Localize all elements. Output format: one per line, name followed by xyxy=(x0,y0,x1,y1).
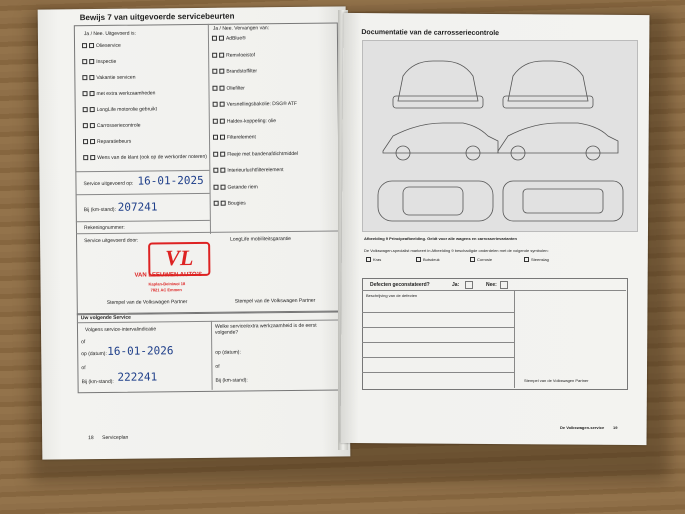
col-left-header: Ja / Nee. Uitgevoerd is: xyxy=(83,30,136,38)
next-service-title: Uw volgende Service xyxy=(80,314,131,322)
checkbox-ja[interactable] xyxy=(212,69,217,74)
checkbox-nee[interactable] xyxy=(219,52,224,57)
car-outlines xyxy=(363,41,637,231)
next-right-item-1: op (datum): xyxy=(215,349,241,356)
service-date-value: 16-01-2025 xyxy=(137,173,204,188)
checkbox-ja[interactable] xyxy=(213,184,218,189)
checkbox-ja[interactable] xyxy=(214,201,219,206)
next-km-value: 222241 xyxy=(117,370,158,384)
checkbox-ja[interactable] xyxy=(212,36,217,41)
checkbox-nee[interactable] xyxy=(90,107,95,112)
stamp-label-right: Stempel van de Volkswagen Partner xyxy=(234,297,316,305)
km-label: Bij (km-stand): xyxy=(83,206,117,214)
dealer-name: VAN LEEUWEN AUTO'S xyxy=(134,271,203,279)
left-page xyxy=(38,6,351,459)
checkbox-nee[interactable] xyxy=(220,102,225,107)
figure-caption: Afbeelding 9 Principeafbeelding. Geldt voor alle wagens en carrosserievarianten xyxy=(364,236,517,241)
defects-yes-checkbox[interactable] xyxy=(465,281,473,289)
longlife-label: LongLife mobiliteitsgarantie xyxy=(230,235,291,243)
right-items xyxy=(38,6,346,9)
symbol-butsdeuk: Butsdeuk xyxy=(416,257,440,262)
checkbox-nee[interactable] xyxy=(219,69,224,74)
checkbox-ja[interactable] xyxy=(82,59,87,64)
replaced-item: Getande riem xyxy=(213,184,257,190)
checkbox-ja[interactable] xyxy=(83,91,88,96)
performed-item: Reparatiebeurs xyxy=(83,139,131,146)
carried-by-label: Service uitgevoerd door: xyxy=(84,237,139,245)
checkbox-nee[interactable] xyxy=(219,36,224,41)
row-line xyxy=(362,327,514,328)
km-value: 207241 xyxy=(117,200,158,214)
next-right-item-2: of xyxy=(215,363,220,370)
row-line xyxy=(362,342,514,343)
next-right-item-3: Bij (km-stand): xyxy=(215,377,248,384)
checkbox-ja[interactable] xyxy=(83,155,88,160)
checkbox-ja[interactable] xyxy=(82,75,87,80)
checkbox-nee[interactable] xyxy=(90,155,95,160)
right-stamp-label: Stempel van de Volkswagen Partner xyxy=(524,378,589,383)
performed-item: met extra werkzaamheden xyxy=(83,90,156,97)
symbol-kras: Kras xyxy=(366,257,381,262)
checkbox-ja[interactable] xyxy=(83,123,88,128)
dealer-address-1: Kaplan-Beiniwoi 18 xyxy=(148,281,186,287)
dealer-logo: VL xyxy=(148,242,210,277)
instruction-text: De Volkswagen-specialist markeert in Afbeelding 9 beschadigde onderdelen met de volgende symbolen: xyxy=(364,248,549,253)
checkbox-ja[interactable] xyxy=(213,102,218,107)
checkbox-ja[interactable] xyxy=(213,151,218,156)
next-date-value: 16-01-2026 xyxy=(107,344,174,358)
checkbox-ja[interactable] xyxy=(213,168,218,173)
performed-item: Olieservice xyxy=(82,43,121,49)
checkbox-nee[interactable] xyxy=(90,91,95,96)
row-line xyxy=(362,372,514,373)
checkbox-ja[interactable] xyxy=(83,107,88,112)
performed-item: Carrosseriecontrole xyxy=(83,123,141,130)
checkbox-ja[interactable] xyxy=(213,118,218,123)
left-footer-page: 18 xyxy=(88,435,94,442)
stamp-label-left: Stempel van de Volkswagen Partner xyxy=(106,299,188,306)
table-divider xyxy=(514,290,515,388)
checkbox-nee[interactable] xyxy=(89,59,94,64)
checkbox-nee[interactable] xyxy=(90,123,95,128)
checkbox-ja[interactable] xyxy=(82,43,87,48)
checkbox-nee[interactable] xyxy=(220,184,225,189)
checkbox-nee[interactable] xyxy=(220,135,225,140)
next-item-2: of xyxy=(81,339,86,346)
left-footer-label: Serviceplan xyxy=(102,434,129,441)
next-right-title: Welke service/extra werkzaamheid is de eerst volgende? xyxy=(214,322,317,336)
performed-item: Wens van de klant (ook op de werkorder noteren) xyxy=(83,154,207,161)
description-label: Beschrijving van de defecten xyxy=(366,293,418,298)
replaced-item: Brandstoffilter xyxy=(212,68,257,74)
performed-item: Inspectie xyxy=(82,59,116,65)
checkbox-ja[interactable] xyxy=(213,135,218,140)
replaced-item: Bougies xyxy=(214,200,246,206)
symbol-corrosie: Corrosie xyxy=(470,257,492,262)
replaced-item: Haldex-koppeling: olie xyxy=(213,118,276,125)
checkbox-nee[interactable] xyxy=(90,139,95,144)
col-right-header: Ja / Nee. Vervangen van: xyxy=(212,25,270,32)
replaced-item: Filterelement xyxy=(213,134,256,140)
row-line xyxy=(362,312,514,313)
replaced-item: AdBlue® xyxy=(212,35,246,41)
defects-no: Nee: xyxy=(486,282,497,288)
replaced-item: Remvloeistof xyxy=(212,52,255,58)
checkbox-ja[interactable] xyxy=(212,85,217,90)
left-page-title: Bewijs 7 van uitgevoerde servicebeurten xyxy=(79,11,235,23)
performed-item: Vakantie servicen xyxy=(82,75,135,82)
checkbox-ja[interactable] xyxy=(212,52,217,57)
checkbox-nee[interactable] xyxy=(220,118,225,123)
service-date-label: Service uitgevoerd op: xyxy=(83,180,134,188)
symbol-steenslag: Steenslag xyxy=(524,257,549,262)
defects-label: Defecten geconstateerd? xyxy=(370,282,430,288)
checkbox-nee[interactable] xyxy=(220,168,225,173)
invoice-label: Rekeningnummer: xyxy=(83,224,125,232)
next-item-1: Volgens service-intervalindicatie xyxy=(84,326,157,334)
defects-yes: Ja: xyxy=(452,282,460,288)
replaced-item: Interieurluchtfilterelement xyxy=(213,167,283,174)
car-body-diagram xyxy=(362,40,638,232)
checkbox-nee[interactable] xyxy=(89,43,94,48)
replaced-item: Oliefilter xyxy=(212,85,244,91)
left-items xyxy=(38,6,346,9)
right-footer-page: 19 xyxy=(613,425,618,430)
row-line xyxy=(362,357,514,358)
checkbox-ja[interactable] xyxy=(83,139,88,144)
dealer-address-2: 7821 AC Emmen xyxy=(150,287,182,293)
replaced-item: Fleeje met bandenafdichtmiddel xyxy=(213,150,298,157)
next-item-5: Bij (km-stand): xyxy=(81,378,114,386)
checkbox-nee[interactable] xyxy=(219,85,224,90)
replaced-item: Versnellingsbakolie: DSG® ATF xyxy=(213,101,297,108)
defects-no-checkbox[interactable] xyxy=(500,281,508,289)
right-page-title: Documentatie van de carrosseriecontrole xyxy=(361,29,500,38)
checkbox-nee[interactable] xyxy=(220,151,225,156)
checkbox-nee[interactable] xyxy=(89,75,94,80)
checkbox-nee[interactable] xyxy=(221,201,226,206)
next-item-4: of xyxy=(81,365,86,372)
performed-item: LongLife motorolie gebruikt xyxy=(83,106,157,113)
row-line xyxy=(362,290,626,291)
next-item-3: op (datum): xyxy=(81,350,107,358)
right-footer-label: De Volkswagen-service xyxy=(560,425,605,430)
